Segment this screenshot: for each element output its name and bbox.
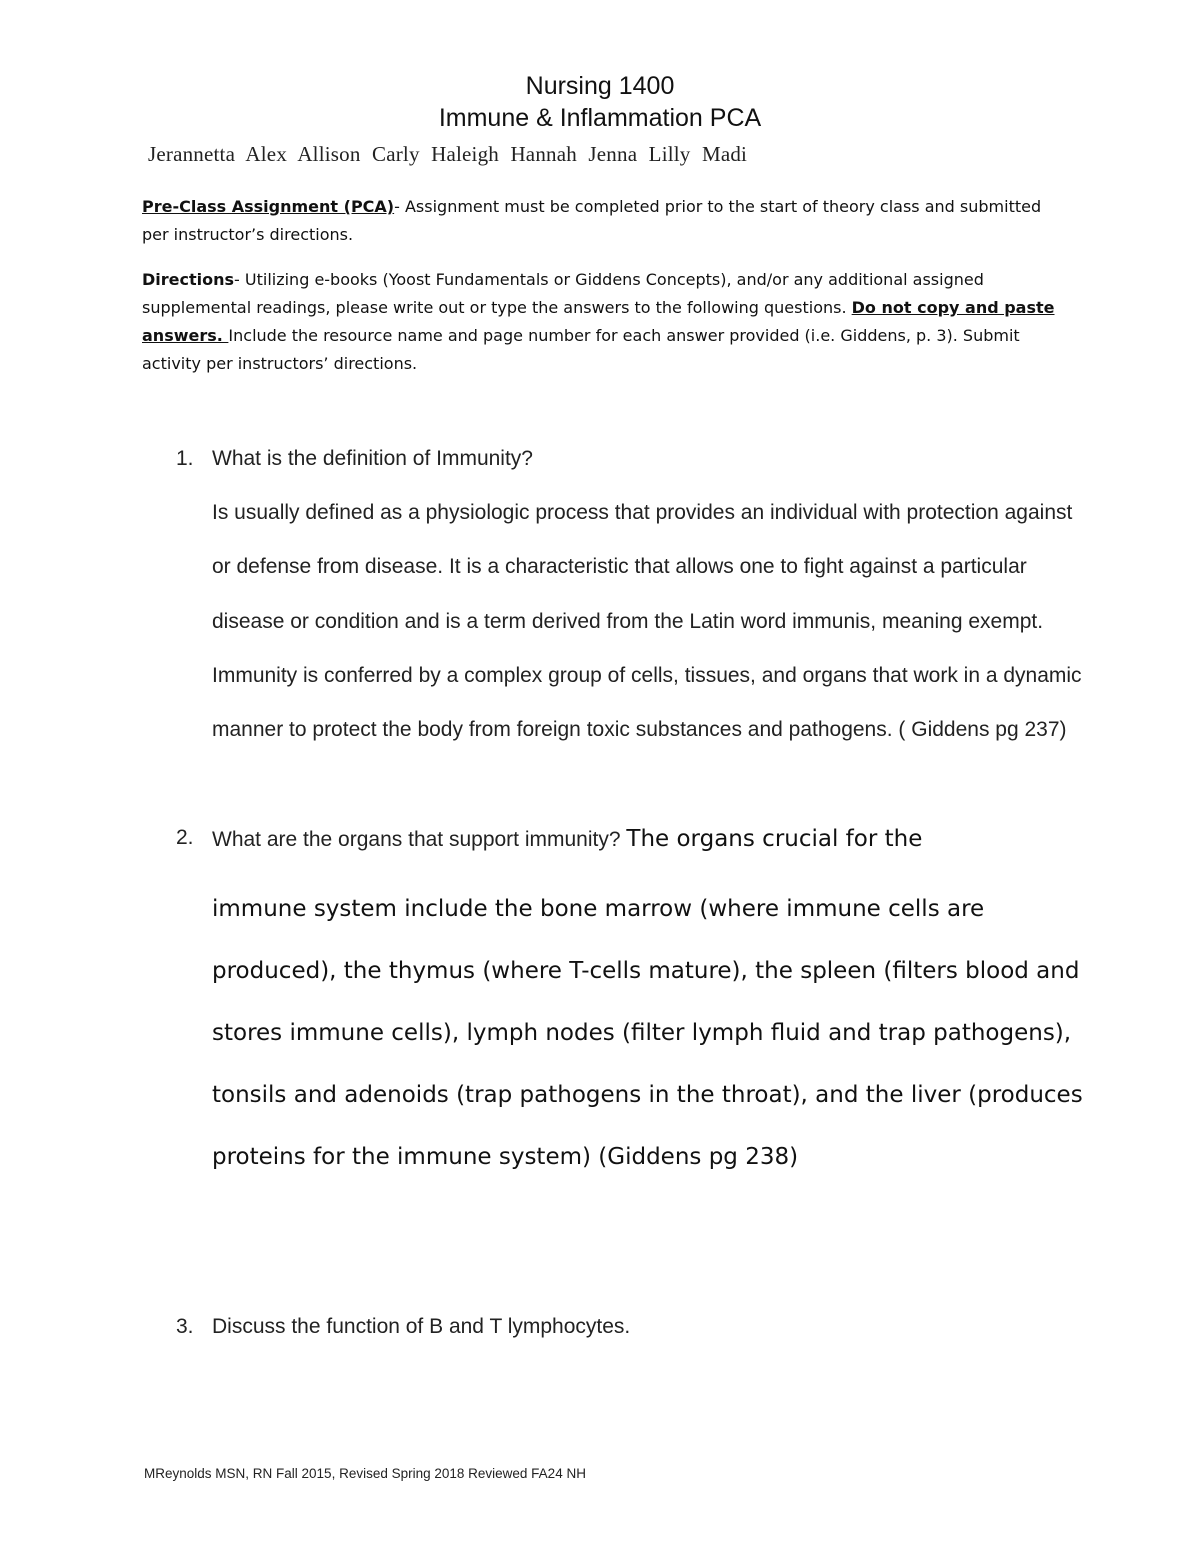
question-text: What are the organs that support immunity? — [212, 828, 621, 851]
pca-paragraph — [142, 193, 1057, 249]
answer-2: immune system include the bone marrow (where immune cells are produced), the thymus (where T-cells mature), the spleen (filters blood and stores immune cells), lymph nodes (filter lymph fluid and trap pathogens), tonsils and adenoids (trap pathogens in the throat), and the liver (produces proteins for the immune system) (Giddens pg 238) — [212, 896, 1083, 1170]
question-number: 2. — [176, 826, 194, 849]
directions-label: Directions — [142, 270, 235, 289]
answer-1: Is usually defined as a physiologic process that provides an individual with protection against or defense from disease. It is a characteristic that allows one to fight against a particular disease or condition and is a term derived from the Latin word immunis, meaning exempt. Immunity is conferred by a complex group of cells, tissues, and organs that work in a dynamic manner to protect the body from foreign toxic substances and pathogens. ( Giddens pg 237) — [212, 501, 1082, 742]
directions-warning: Do not copy and paste answers. — [142, 298, 1055, 345]
page-footer: MReynolds MSN, RN Fall 2015, Revised Spring 2018 Reviewed FA24 NH — [144, 1466, 586, 1481]
directions-paragraph — [142, 266, 1057, 378]
question-text: What is the definition of Immunity? — [212, 447, 533, 470]
question-text: Discuss the function of B and T lymphocytes. — [212, 1315, 631, 1338]
pca-text: - Assignment must be completed prior to the start of theory class and submitted per instructor’s directions. — [142, 197, 1042, 244]
question-number: 3. — [176, 1315, 194, 1338]
answer-2-start: The organs crucial for the — [626, 826, 923, 852]
directions-text-2: Include the resource name and page number for each answer provided (i.e. Giddens, p. 3). Submit activity per instructors’ directions. — [142, 326, 1020, 373]
question-number: 1. — [176, 447, 194, 470]
directions-text-1: - Utilizing e-books (Yoost Fundamentals or Giddens Concepts), and/or any additional assigned supplemental readings, please write out or type the answers to the following questions. — [142, 270, 984, 317]
course-title: Nursing 1400 — [525, 72, 675, 100]
student-names: Jerannetta Alex Allison Carly Haleigh Hannah Jenna Lilly Madi — [148, 142, 748, 166]
assignment-title: Immune & Inflammation PCA — [438, 104, 762, 132]
pca-label: Pre-Class Assignment (PCA) — [142, 197, 395, 216]
